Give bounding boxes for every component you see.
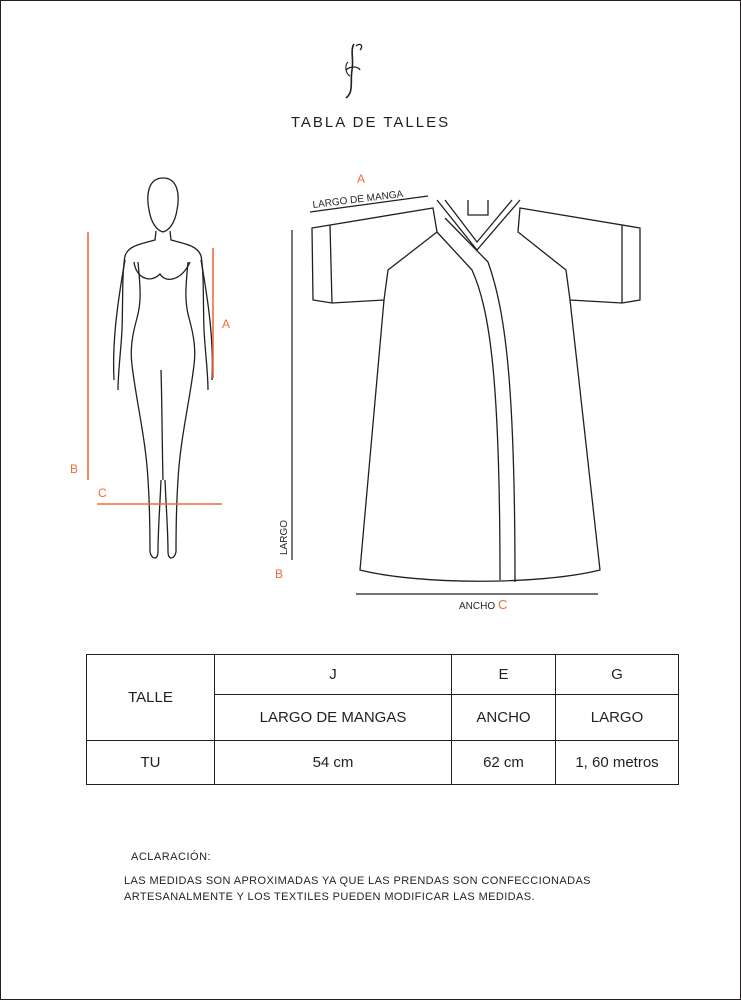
- sleeve-length-label: LARGO DE MANGA: [312, 188, 404, 211]
- value-cell: 54 cm: [215, 741, 452, 785]
- size-header: TALLE: [87, 655, 215, 741]
- page-title: TABLA DE TALLES: [290, 114, 451, 131]
- column-code: E: [452, 655, 556, 695]
- garment-label-c: C: [498, 597, 508, 612]
- body-silhouette: [114, 178, 213, 558]
- garment-label-a: A: [357, 172, 366, 186]
- table-row: [87, 741, 679, 785]
- kimono-garment: [312, 200, 640, 582]
- column-name: LARGO DE MANGAS: [215, 695, 452, 741]
- note-text: LAS MEDIDAS SON APROXIMADAS YA QUE LAS PRENDAS SON CONFECCIONADAS ARTESANALMENTE Y LOS TEXTILES PUEDEN MODIFICAR LAS MEDIDAS.: [124, 875, 591, 903]
- note-heading: ACLARACIÓN:: [131, 851, 212, 863]
- column-name: LARGO: [556, 695, 679, 741]
- size-table: [86, 654, 679, 785]
- column-code: G: [556, 655, 679, 695]
- body-label-b: B: [70, 462, 79, 476]
- column-code: J: [215, 655, 452, 695]
- column-name: ANCHO: [452, 695, 556, 741]
- length-label: LARGO: [279, 519, 290, 555]
- body-label-c: C: [98, 486, 107, 500]
- size-cell: TU: [87, 741, 215, 785]
- garment-measure-lines: [292, 196, 598, 594]
- garment-label-b: B: [275, 567, 284, 581]
- value-cell: 62 cm: [452, 741, 556, 785]
- width-label: ANCHO: [459, 601, 496, 612]
- value-cell: 1, 60 metros: [556, 741, 679, 785]
- body-label-a: A: [222, 317, 231, 331]
- body-measure-lines: [88, 232, 222, 504]
